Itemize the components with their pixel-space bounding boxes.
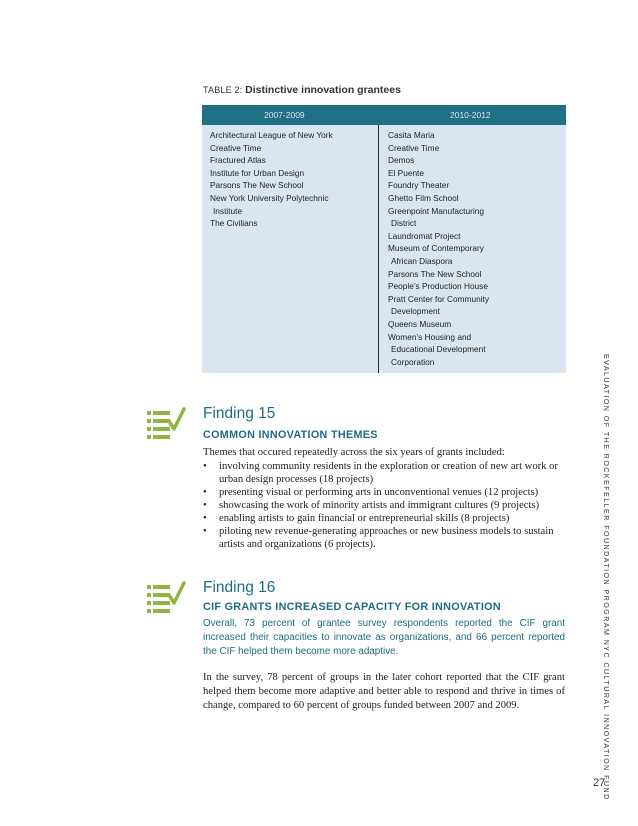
running-title-text: EVALUATION OF THE ROCKEFELLER FOUNDATION PROGRAM NYC CULTURAL INNOVATION FUND	[602, 354, 610, 801]
grantee-item: New York University Polytechnic	[210, 192, 329, 203]
finding-15-title: Finding 15	[203, 405, 276, 422]
grantee-item: Demos	[388, 155, 415, 166]
grantee-item: Parsons The New School	[210, 180, 304, 191]
grantee-item: El Puente	[388, 167, 424, 178]
grantee-item: Casita Maria	[388, 130, 435, 140]
grantee-item: Ghetto Film School	[388, 192, 459, 203]
column-header-2010-2012: 2010-2012	[450, 110, 491, 120]
finding-15-bullet-list	[203, 460, 565, 551]
bullet-item: • piloting new revenue-generating approaches or new business models to sustain artists and organizations (6 projects).	[203, 525, 565, 551]
bullet-item: • involving community residents in the exploration or creation of new art work or urban design processes (18 projects)	[203, 460, 565, 486]
bullet-item: • showcasing the work of minority artists and immigrant cultures (9 projects)	[203, 499, 565, 512]
finding-16-body: In the survey, 78 percent of groups in the later cohort reported that the CIF grant helped them become more adaptive and better able to respond and thrive in times of change, compared to 60 percent of groups funded between 2007 and 2009.	[203, 672, 565, 711]
column-2007-2009	[210, 129, 333, 230]
grantee-item: Institute	[213, 205, 243, 216]
grantee-item: Foundry Theater	[388, 180, 450, 191]
grantee-item: People’s Production House	[388, 281, 488, 292]
column-2010-2012	[388, 129, 489, 368]
grantee-table	[202, 105, 566, 373]
grantee-item: Museum of Contemporary	[388, 243, 484, 254]
finding-16-highlight: Overall, 73 percent of grantee survey respondents reported the CIF grant increased their capacities to innovate as organizations, and 66 percent reported the CIF helped them become more adaptive.	[203, 618, 565, 657]
table-caption	[203, 84, 401, 96]
bullet-item: • enabling artists to gain financial or entrepreneurial skills (8 projects)	[203, 512, 565, 525]
table-caption-title: Distinctive innovation grantees	[245, 84, 401, 96]
grantee-item: Queens Museum	[388, 318, 452, 329]
grantee-item: Greenpoint Manufacturing	[388, 205, 484, 216]
bullet-item: • presenting visual or performing arts in unconventional venues (12 projects)	[203, 486, 565, 499]
checklist-icon	[146, 581, 186, 623]
grantee-item: Pratt Center for Community	[388, 293, 489, 304]
grantee-item: Architectural League of New York	[210, 130, 333, 140]
grantee-item: The Civilians	[210, 218, 258, 229]
grantee-item: Laundromat Project	[388, 230, 461, 241]
page-number: 27	[593, 777, 606, 789]
grantee-item: African Diaspora	[391, 255, 453, 266]
finding-16-title: Finding 16	[203, 579, 276, 596]
grantee-item: Creative Time	[210, 142, 262, 153]
grantee-item: Institute for Urban Design	[210, 167, 305, 178]
grantee-item: Development	[391, 306, 440, 317]
grantee-item: Parsons The New School	[388, 268, 482, 279]
checklist-icon	[146, 407, 186, 449]
finding-16-subtitle: CIF GRANTS INCREASED CAPACITY FOR INNOVATION	[203, 601, 501, 613]
finding-15-intro: Themes that occured repeatedly across the six years of grants included:	[203, 447, 505, 458]
finding-15-subtitle: COMMON INNOVATION THEMES	[203, 429, 378, 441]
table-header-row	[202, 105, 566, 125]
table-caption-prefix: TABLE 2:	[203, 85, 243, 95]
grantee-item: Fractured Atlas	[210, 155, 266, 166]
grantee-item: Creative Time	[388, 142, 440, 153]
grantee-item: Corporation	[391, 356, 435, 367]
column-divider	[378, 125, 379, 373]
grantee-item: District	[391, 218, 417, 229]
grantee-item: Educational Development	[391, 344, 486, 355]
column-header-2007-2009: 2007-2009	[264, 110, 305, 120]
grantee-item: Women’s Housing and	[388, 331, 472, 342]
